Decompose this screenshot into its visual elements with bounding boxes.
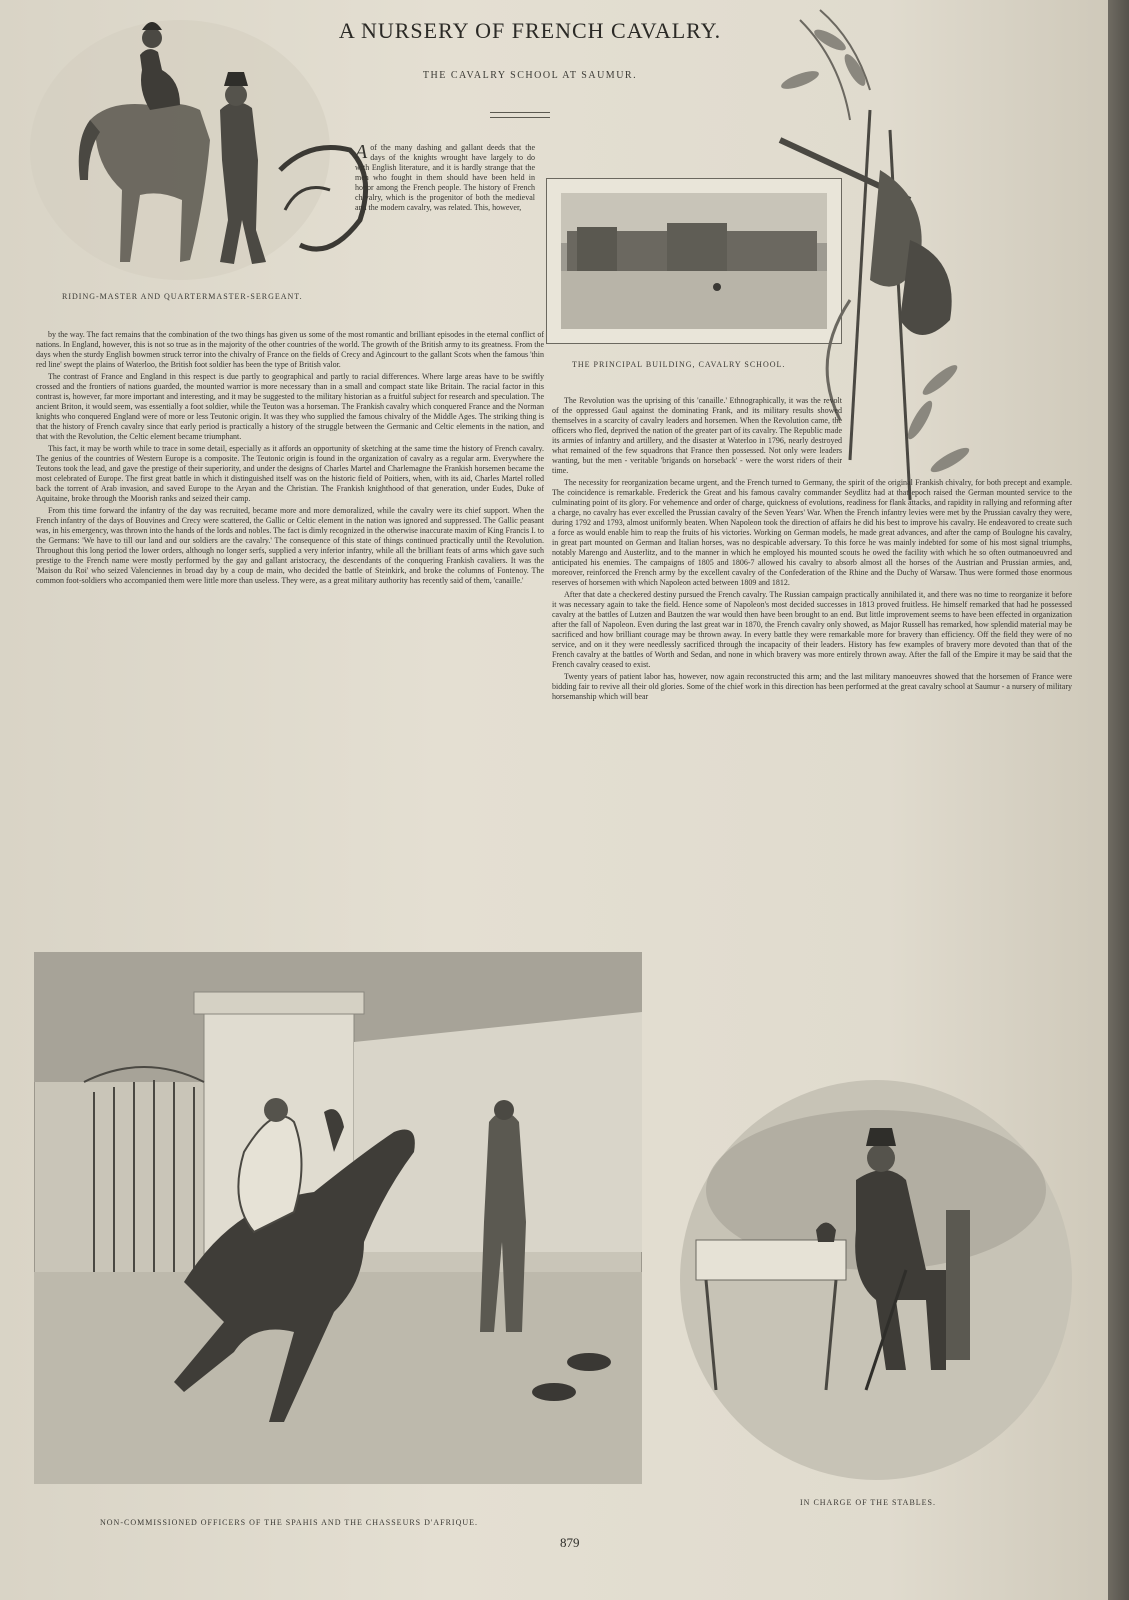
text-col2-main (552, 396, 1072, 1042)
col2-paragraph-3: After that date a checkered destiny pursued the French cavalry. The Russian campaign practically annihilated it, and there was no time to reorganize it before it was necessary again to take the field. Hence some of Napoleon's most decided successes in 1813 proved fruitless. He himself remarked that had he possessed cavalry at the battles of Lutzen and Bautzen the war would then have been brought to an end. But little improvement seems to have been effected in organization after the fall of Napoleon. Even during the last great war in 1870, the French cavalry only showed, as Major Russell has remarked, how splendid material may be sacrificed and how brilliant courage may be thrown away. In every battle they were remarkable more for bravery than efficiency. Off the field they were of no service, and on it they were needlessly sacrificed through the incapacity of their leaders. History has few examples of bravery more devoted than that of the French cavalry at the battles of Worth and Sedan, and none in which bravery was more entirely thrown away. After the fall of the Empire it may be said that the French cavalry ceased to exist. (552, 590, 1072, 669)
binding-edge (1108, 0, 1129, 1600)
title-ornament (490, 112, 550, 118)
col2-paragraph-2: The necessity for reorganization became urgent, and the French turned to Germany, the spirit of the original Frankish chivalry, for both precept and example. The coincidence is remarkable. Frederick the Great and his famous cavalry commander Seydlitz had at that epoch raised the German mounted service to the culminating point of its glory. For vehemence and order of charge, quickness of evolutions, readiness for flank attacks, and rapidity in rallying and reforming after a charge, no cavalry has ever excelled the Prussian cavalry of the Seven Years' War. When the French infantry levies were met by the Prussian cavalry they were, during 1792 and 1793, almost uniformly beaten. When Napoleon took the direction of affairs he did his best to improve his cavalry. He endeavored to create such a force as would enable him to reap the fruits of his victories. Working on German models, he made great advances, and after the camp of Boulogne his cavalry, in great part mounted on German and Italian horses, was no despicable adversary. To this force he was mainly indebted for some of his most signal triumphs, notably Marengo and Austerlitz, and to the manner in which he employed his mounted scouts he owed the facility with which he so often outmanoeuvred and anticipated his enemies. The campaigns of 1805 and 1806-7 allowed his cavalry to absorb almost all the horses of the Austrian and Prussian armies, and, moreover, reinforced the French army by the excellent cavalry of the Confederation of the Rhine and the Duchy of Warsaw. Thus were formed those enormous reserves of horsemen with which Napoleon acted between 1809 and 1812. (552, 478, 1072, 587)
text-col1-top (355, 143, 535, 326)
text-col1-main (36, 330, 544, 926)
page-number: 879 (560, 1535, 580, 1550)
stables-illustration (676, 1070, 1076, 1480)
page-subtitle: THE CAVALRY SCHOOL AT SAUMUR. (422, 70, 638, 81)
page-title: A NURSERY OF FRENCH CAVALRY. (338, 18, 722, 43)
col1-paragraph-3: This fact, it may be worth while to trace in some detail, especially as it affords an opportunity of sketching at the same time the history of French cavalry. The genius of the countries of Western Europe is a composite. The Teutonic origin is found in the organization of cavalry as a regular arm. Everywhere the Teutons took the lead, and gave the prestige of their superiority, and under the designs of Charles Martel and Charlemagne the Frankish horsemen became the most celebrated of Europe. The first great battle in which it distinguished itself was on the historic field of Poitiers, when, with its aid, Charles Martel rolled back the torrent of Arab invasion, and saved Europe to the Aryan and the Christian. The Frankish knighthood of that generation, under Eudes, Duke of Aquitaine, broke through the Moorish ranks and seized their camp. (36, 444, 544, 503)
caption-riding-master: RIDING-MASTER AND QUARTERMASTER-SERGEANT. (62, 292, 303, 301)
caption-principal-building: THE PRINCIPAL BUILDING, CAVALRY SCHOOL. (572, 360, 786, 369)
caption-spahis: NON-COMMISSIONED OFFICERS OF THE SPAHIS AND THE CHASSEURS D'AFRIQUE. (100, 1518, 479, 1527)
col2-paragraph-1: The Revolution was the uprising of this 'canaille.' Ethnographically, it was the revolt of the oppressed Gaul against the dominating Frank, and its military results showed themselves in a scarcity of cavalry leaders and horsemen. When the Revolution came, the officers who fled, deprived the nation of the greater part of its cavalry. The Republic made its armies of infantry and artillery, and the disaster at Waterloo in 1796, nearly destroyed what remained of the few squadrons that France then possessed. Not only were leaders wanting, but the men - veritable 'brigands on horseback' - were the worst riders of their time. (552, 396, 842, 475)
col1-top-paragraph: of the many dashing and gallant deeds that the days of the knights wrought have largely to do with English literature, and it is hardly strange that the men who fought in them should have been held in honor among the French people. The history of French chivalry, which is the progenitor of both the medieval and the modern cavalry, was related. This, however, (355, 143, 535, 212)
col2-paragraph-4: Twenty years of patient labor has, however, now again reconstructed this arm; and the last military manoeuvres showed that the horsemen of France were bidding fair to revive all their old glories. Some of the chief work in this direction has been performed at the great cavalry school at Saumur - a nursery of military horsemanship which will bear (552, 672, 1072, 701)
drop-cap: A (355, 143, 368, 163)
col1-paragraph-1: by the way. The fact remains that the combination of the two things has given us some of the most romantic and brilliant episodes in the eternal conflict of nations. In England, however, this is not so true as in the majority of the other countries of the world. The growth of the British army to its greatness. From the days when the sturdy English bowmen struck terror into the chivalry of France on the fields of Crecy and Agincourt to the gallant Scots when the famous 'thin red line' swept the plains of Waterloo, the British foot soldier has been the type of British valor. (36, 330, 544, 369)
caption-stables: IN CHARGE OF THE STABLES. (800, 1498, 936, 1507)
col1-paragraph-2: The contrast of France and England in this respect is due partly to geographical and partly to racial differences. Where large areas have to be swiftly crossed and the frontiers of nations guarded, the mounted warrior is more necessary than in a small and compact state like Britain. The racial factor in this contrast is, however, far more important and interesting, and it may be suggested to the military historian as a fruitful subject for research and speculation. The ancient Briton, it would seem, was essentially a foot soldier, while the Teuton was a horseman. The Frankish cavalry which conquered France and the Norman knights who conquered England were of more or less Teutonic origin. It was they who supplied the famous chivalry of the Middle Ages. The striking thing is that the history of French cavalry since that early period is practically a history of the struggle between the Germanic and Celtic elements in the nation, and that with the Revolution, the Celtic element became triumphant. (36, 372, 544, 441)
spahis-illustration (34, 952, 642, 1484)
col1-paragraph-4: From this time forward the infantry of the day was recruited, became more and more demoralized, while the cavalry were its chief support. When the French infantry of the days of Bouvines and Crecy were scattered, the Gallic or Celtic element in the nation was ignored and suppressed. The Gallic peasant was, in his emergency, was thrown into the hands of the lords and nobles. The fact is dimly recognized in the otherwise inaccurate maxim of King Francis I. to the Germans: 'We have to till our land and our soldiers are the cavalry.' The consequence of this state of things continued practically until the Revolution. Throughout this long period the lower orders, although no longer serfs, supplied a very inferior infantry, while all the brilliant feats of arms which gave such prestige to the French name were mostly performed by the gay and gallant aristocracy, the descendants of the conquering Frankish cavaliers. It was the 'Maison du Roi' who seized Valenciennes in broad day by a coup de main, who decided the battle of Steinkirk, and broke the columns of Fontenoy. The common foot-soldiers who accompanied them were little more than useless. They were, as a great military authority has recently said of them, 'canaille.' (36, 506, 544, 585)
riding-master-illustration (30, 0, 390, 290)
